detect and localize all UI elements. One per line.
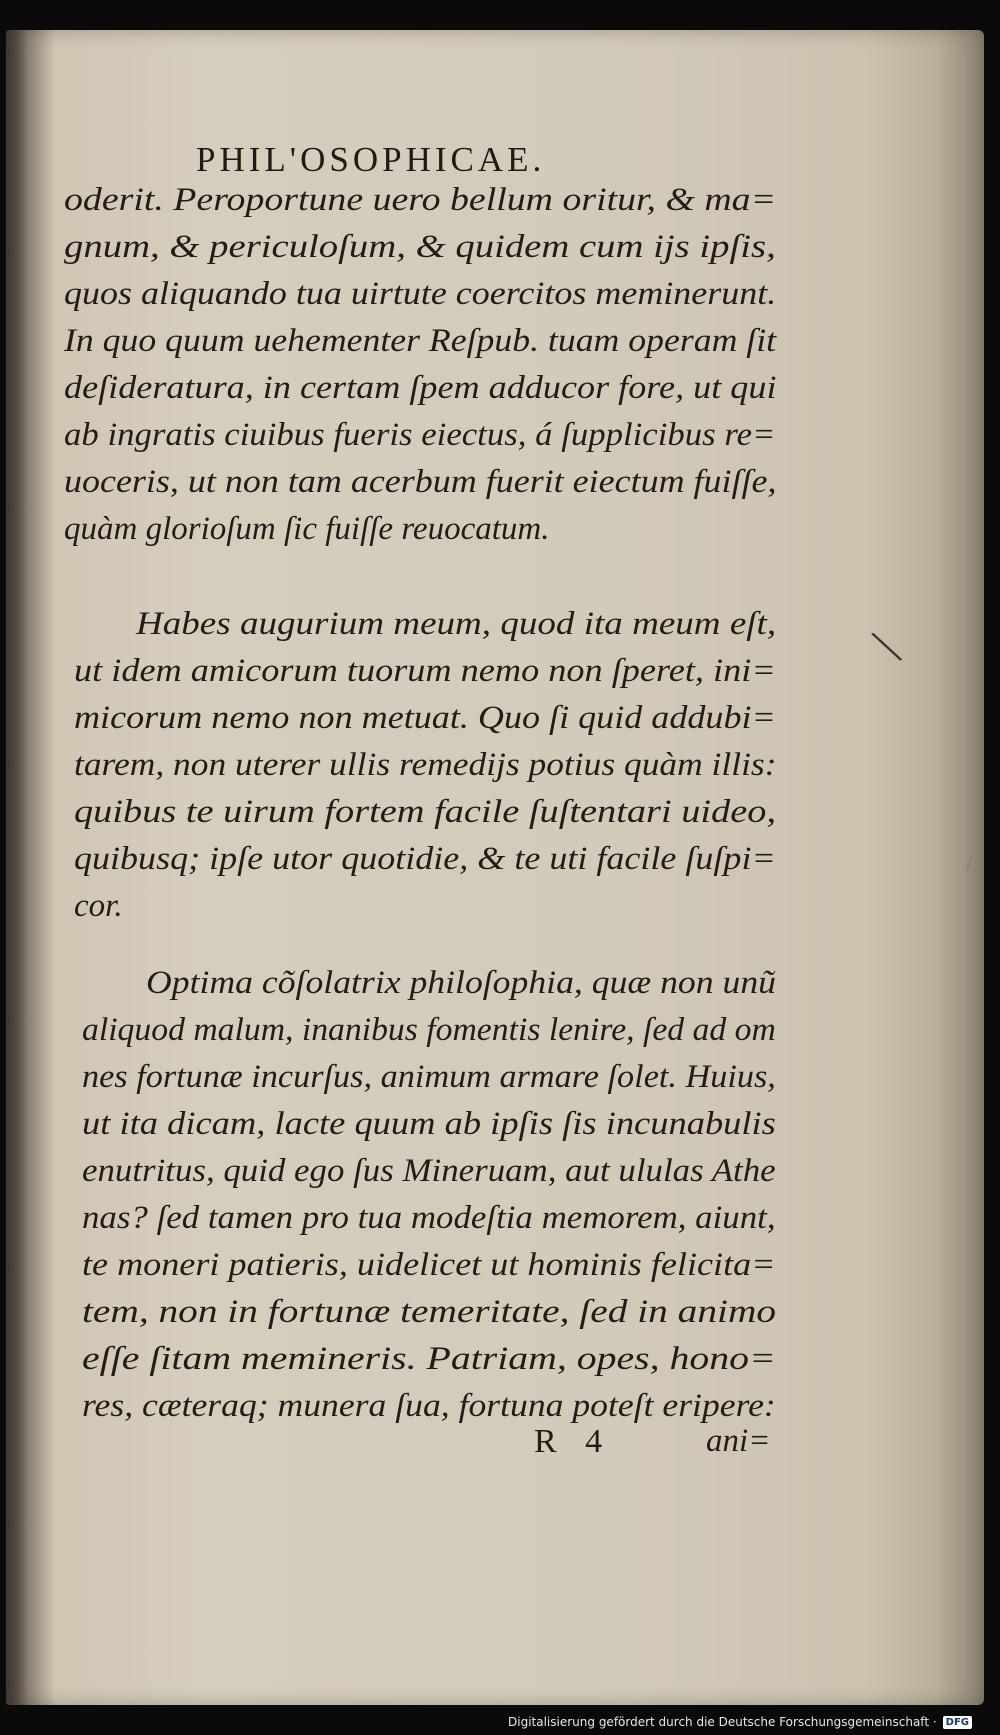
text-line: In quo quum uehementer Reſpub. tuam operam ſit bbox=[64, 323, 777, 359]
text-line: nas? ſed tamen pro tua modeſtia memorem, aiunt, bbox=[82, 1200, 776, 1236]
text-line: tem, non in fortunæ temeritate, ſed in animo bbox=[82, 1294, 777, 1330]
text-line: enutritus, quid ego ſus Mineruam, aut ululas Athe bbox=[82, 1153, 776, 1189]
text-line: quàm glorioſum ſic fuiſſe reuocatum. bbox=[64, 511, 550, 547]
text-line: ab ingratis ciuibus fueris eiectus, á ſupplicibus re= bbox=[64, 417, 776, 453]
ink-stroke-mark: ╲ bbox=[872, 627, 902, 668]
text-line: oderit. Peroportune uero bellum oritur, & ma= bbox=[64, 182, 777, 218]
text-line: deſideratura, in certam ſpem adducor fore, ut qui bbox=[64, 370, 777, 406]
text-line: nes fortunæ incurſus, animum armare ſolet. Huius, bbox=[82, 1059, 776, 1095]
text-line: cor. bbox=[74, 888, 123, 924]
book-page bbox=[6, 30, 984, 1705]
text-line: tarem, non uterer ullis remedijs potius quàm illis: bbox=[74, 747, 777, 783]
text-line: Habes augurium meum, quod ita meum eſt, bbox=[136, 606, 777, 642]
signature-mark: R 4 bbox=[534, 1423, 613, 1460]
text-line: micorum nemo non metuat. Quo ſi quid addubi= bbox=[74, 700, 776, 736]
digitization-footer bbox=[508, 1715, 972, 1729]
text-line: res, cæteraq; munera ſua, fortuna poteſt eripere: bbox=[82, 1388, 776, 1424]
text-line: quos aliquando tua uirtute coercitos meminerunt. bbox=[64, 276, 777, 312]
text-line: gnum, & periculoſum, & quidem cum ijs ipſis, bbox=[64, 229, 776, 265]
text-line: uoceris, ut non tam acerbum fuerit eiectum fuiſſe, bbox=[64, 464, 777, 500]
text-line: eſſe ſitam memineris. Patriam, opes, hono= bbox=[82, 1341, 776, 1377]
text-line: te moneri patieris, uidelicet ut hominis felicita= bbox=[82, 1247, 776, 1283]
dfg-logo: DFG bbox=[943, 1716, 972, 1729]
text-line: Optima cõſolatrix philoſophia, quæ non unũ bbox=[146, 965, 776, 1001]
text-line: aliquod malum, inanibus fomentis lenire, ſed ad om bbox=[82, 1012, 776, 1048]
footer-credit: Digitalisierung gefördert durch die Deutsche Forschungsgemeinschaft · bbox=[508, 1715, 937, 1729]
running-head: PHIL'OSOPHICAE. bbox=[196, 140, 546, 179]
margin-mark: / bbox=[966, 850, 973, 874]
text-line: quibus te uirum fortem facile ſuſtentari uideo, bbox=[74, 794, 777, 830]
text-line: quibusq; ipſe utor quotidie, & te uti facile ſuſpi= bbox=[74, 841, 776, 877]
text-line: ut ita dicam, lacte quum ab ipſis ſis incunabulis bbox=[82, 1106, 776, 1142]
text-line: ut idem amicorum tuorum nemo non ſperet, ini= bbox=[74, 653, 776, 689]
catchword: ani= bbox=[706, 1423, 771, 1459]
